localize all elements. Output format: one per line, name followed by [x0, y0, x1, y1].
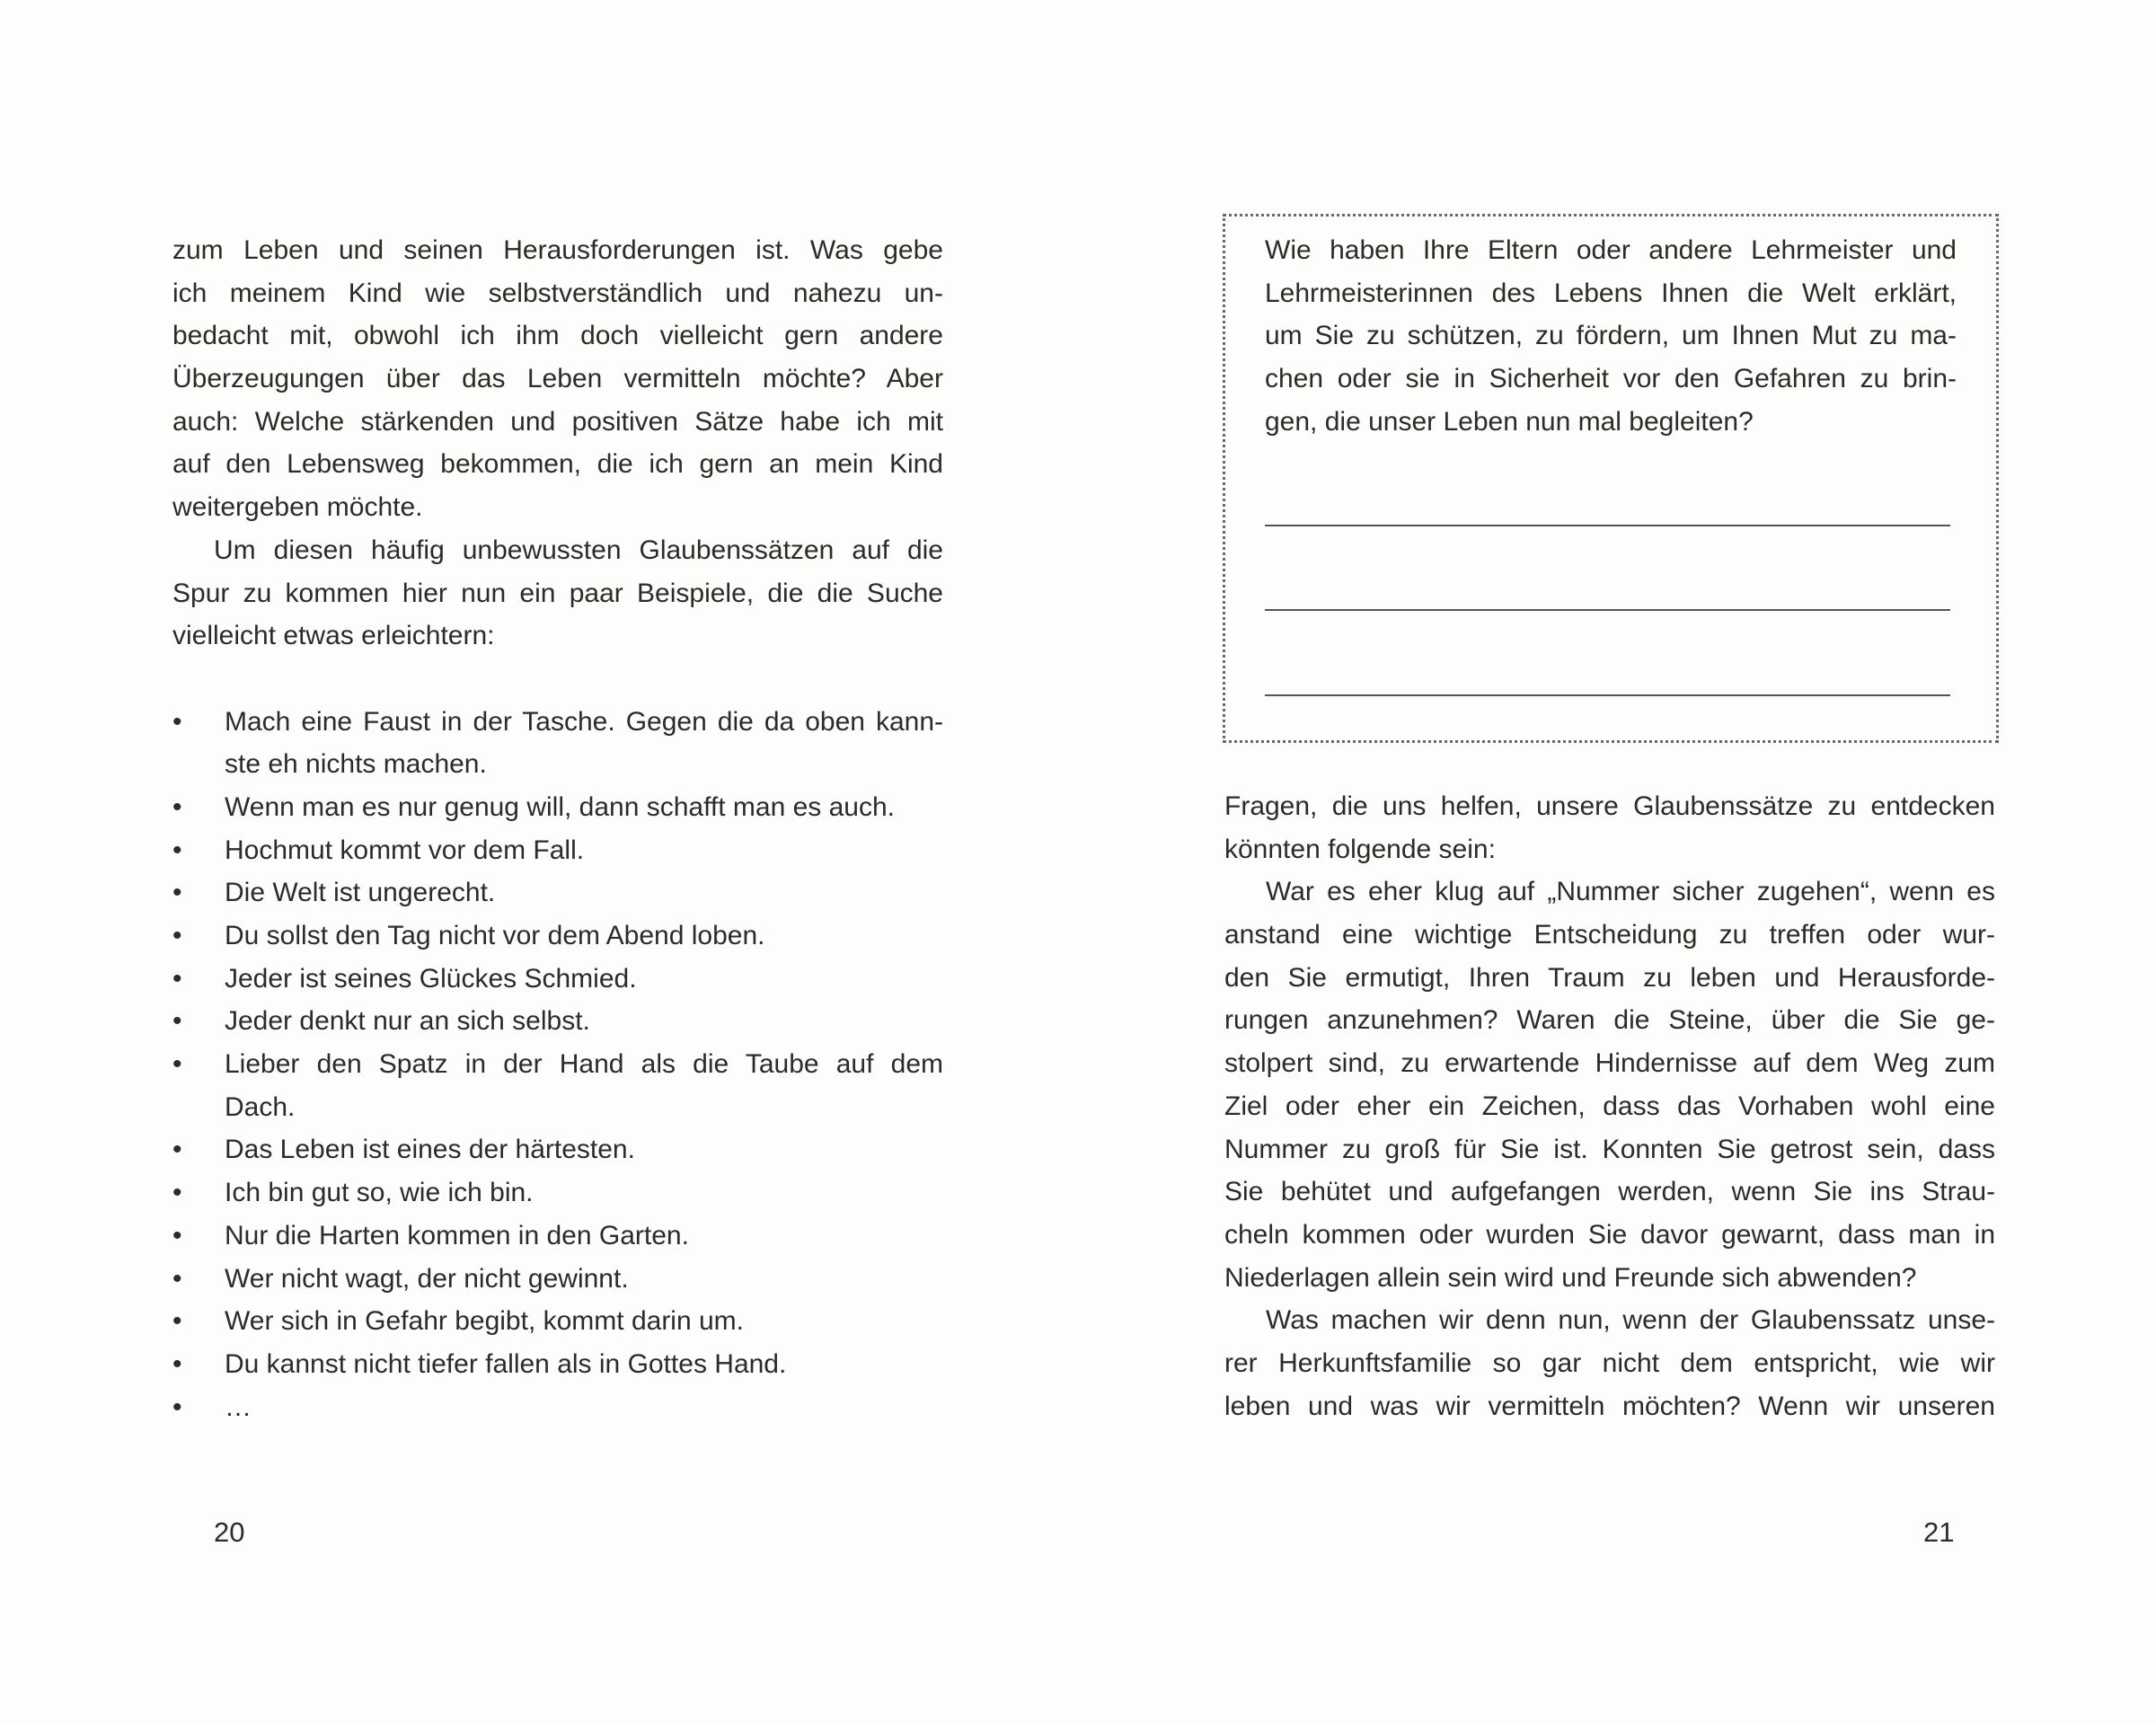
bullet-icon: • [172, 1263, 182, 1294]
text-line: War es eher klug auf „Nummer sicher zugehen“, wenn es [1266, 877, 1995, 907]
bullet-icon: • [172, 1135, 182, 1165]
question-line: chen oder sie in Sicherheit vor den Gefahren zu brin- [1265, 364, 1957, 394]
text-line: bedacht mit, obwohl ich ihm doch vielleicht gern andere [172, 321, 943, 351]
answer-line[interactable] [1265, 694, 1950, 696]
reflection-box [1223, 214, 1999, 743]
bullet-icon: • [172, 1049, 182, 1080]
list-item [172, 1215, 943, 1258]
bullet-icon: • [172, 878, 182, 908]
list-item [172, 829, 943, 872]
list-item-line: Lieber den Spatz in der Hand als die Taube auf dem [225, 1049, 943, 1080]
text-line: zum Leben und seinen Herausforderungen ist. Was gebe [172, 235, 943, 265]
list-item [172, 786, 943, 829]
list-item [172, 1043, 943, 1128]
list-item-line: ste eh nichts machen. [225, 749, 487, 780]
bullet-icon: • [172, 835, 182, 865]
list-item-line: Wer nicht wagt, der nicht gewinnt. [225, 1263, 629, 1294]
list-item-line: Die Welt ist ungerecht. [225, 878, 496, 908]
left-page-text [172, 229, 943, 1428]
text-line: Niederlagen allein sein wird und Freunde sich abwenden? [1224, 1262, 1917, 1293]
question-line: gen, die unser Leben nun mal begleiten? [1265, 406, 1754, 437]
text-line: ich meinem Kind wie selbstverständlich und nahezu un- [172, 278, 943, 308]
text-line: Sie behütet und aufgefangen werden, wenn Sie ins Strau- [1224, 1177, 1995, 1207]
list-item-line: Dach. [225, 1091, 296, 1122]
list-item-line: Das Leben ist eines der härtesten. [225, 1135, 635, 1165]
text-line: rungen anzunehmen? Waren die Steine, über die Sie ge- [1224, 1005, 1995, 1036]
bullet-icon: • [172, 791, 182, 822]
list-item-line: Ich bin gut so, wie ich bin. [225, 1178, 534, 1208]
list-item [172, 958, 943, 1001]
list-item-line: Jeder denkt nur an sich selbst. [225, 1006, 590, 1037]
list-item [172, 1000, 943, 1043]
spacer [172, 658, 943, 701]
bullet-icon: • [172, 1178, 182, 1208]
bullet-icon: • [172, 921, 182, 950]
text-line: leben und was wir vermitteln möchten? Wenn wir unseren [1224, 1391, 1995, 1421]
text-line: auf den Lebensweg bekommen, die ich gern an mein Kind [172, 449, 943, 480]
bullet-icon: • [172, 1392, 182, 1422]
list-item [172, 1171, 943, 1215]
list-item [172, 1343, 943, 1386]
list-item [172, 915, 943, 958]
list-item [172, 1258, 943, 1301]
bullet-icon: • [172, 1006, 182, 1037]
answer-line[interactable] [1265, 525, 1950, 526]
list-item-line: Wer sich in Gefahr begibt, kommt darin um. [225, 1306, 744, 1337]
list-item-line: Wenn man es nur genug will, dann schafft man es auch. [225, 791, 896, 822]
list-item-line: Nur die Harten kommen in den Garten. [225, 1220, 689, 1250]
bullet-icon: • [172, 1306, 182, 1337]
text-line: Was machen wir denn nun, wenn der Glaubenssatz unse- [1266, 1305, 1995, 1336]
text-line: stolpert sind, zu erwartende Hindernisse auf dem Weg zum [1224, 1048, 1995, 1079]
page-number-left: 20 [214, 1516, 245, 1548]
bullet-icon: • [172, 706, 182, 737]
text-line: auch: Welche stärkenden und positiven Sätze habe ich mit [172, 406, 943, 437]
text-line: cheln kommen oder wurden Sie davor gewarnt, dass man in [1224, 1219, 1995, 1250]
bullet-icon: • [172, 1220, 182, 1250]
text-line: weitergeben möchte. [172, 492, 423, 523]
question-line: um Sie zu schützen, zu fördern, um Ihnen Mut zu ma- [1265, 321, 1957, 351]
answer-line[interactable] [1265, 609, 1950, 611]
list-item-line: Mach eine Faust in der Tasche. Gegen die da oben kann- [225, 706, 943, 737]
list-item-line: Du kannst nicht tiefer fallen als in Gottes Hand. [225, 1348, 787, 1379]
list-item-line: Jeder ist seines Glückes Schmied. [225, 963, 637, 994]
text-line: rer Herkunftsfamilie so gar nicht dem entspricht, wie wir [1224, 1347, 1995, 1378]
list-item-line: Hochmut kommt vor dem Fall. [225, 835, 585, 865]
question-line: Wie haben Ihre Eltern oder andere Lehrmeister und [1265, 235, 1957, 265]
text-line: vielleicht etwas erleichtern: [172, 621, 495, 651]
text-line: Nummer zu groß für Sie ist. Konnten Sie getrost sein, dass [1224, 1134, 1995, 1164]
text-line: Fragen, die uns helfen, unsere Glaubenssätze zu entdecken [1224, 791, 1995, 821]
list-item [172, 1300, 943, 1343]
list-item-line: … [225, 1392, 252, 1422]
page-number-right: 21 [1923, 1516, 1955, 1548]
list-item [172, 1128, 943, 1171]
bullet-icon: • [172, 1348, 182, 1379]
question-line: Lehrmeisterinnen des Lebens Ihnen die Welt erklärt, [1265, 278, 1957, 308]
list-item [172, 1386, 943, 1429]
text-line: Um diesen häufig unbewussten Glaubenssätzen auf die [214, 535, 943, 565]
bullet-icon: • [172, 963, 182, 994]
text-line: Spur zu kommen hier nun ein paar Beispiele, die die Suche [172, 578, 943, 608]
list-item-line: Du sollst den Tag nicht vor dem Abend loben. [225, 921, 765, 950]
text-line: Ziel oder eher ein Zeichen, dass das Vorhaben wohl eine [1224, 1091, 1995, 1121]
text-line: könnten folgende sein: [1224, 834, 1496, 864]
reflection-question [1265, 229, 1957, 443]
text-line: den Sie ermutigt, Ihren Traum zu leben und Herausforde- [1224, 962, 1995, 993]
text-line: anstand eine wichtige Entscheidung zu treffen oder wur- [1224, 920, 1995, 950]
right-page-text [1224, 785, 1995, 1427]
list-item [172, 701, 943, 786]
list-item [172, 871, 943, 915]
text-line: Überzeugungen über das Leben vermitteln möchte? Aber [172, 364, 943, 394]
